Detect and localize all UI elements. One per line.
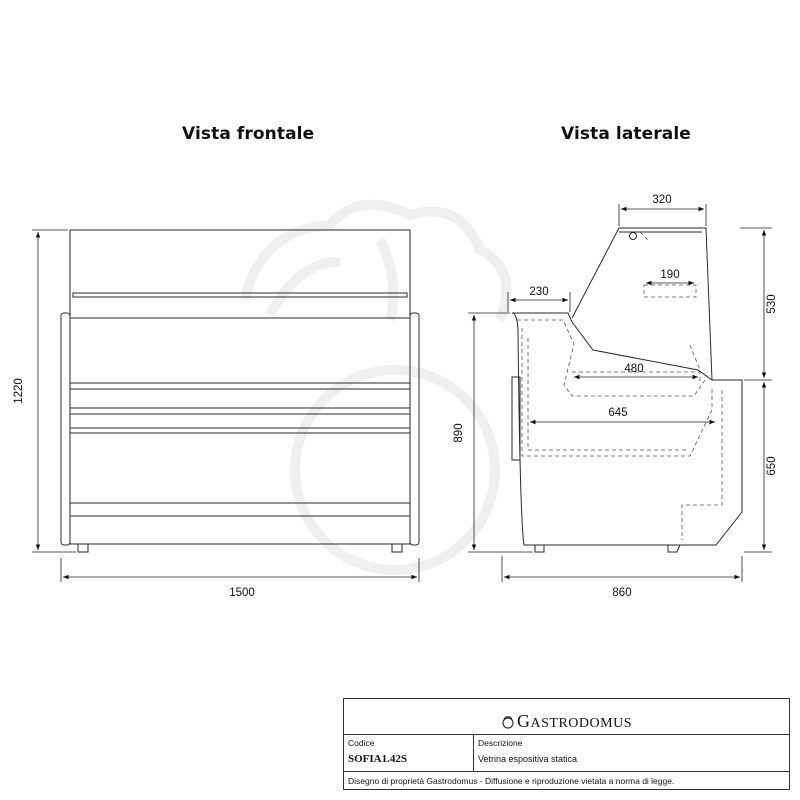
dim-shelf-depth: 190 xyxy=(660,269,680,281)
dim-front-width: 1500 xyxy=(229,587,255,599)
front-left-foot xyxy=(78,544,88,552)
code-label: Codice xyxy=(348,738,375,748)
dim-side-height: 890 xyxy=(453,423,465,443)
front-dimensions xyxy=(32,230,419,582)
dim-side-upper: 530 xyxy=(766,294,778,314)
side-view xyxy=(512,228,742,552)
side-light-fixture xyxy=(630,233,637,240)
chef-hat-icon xyxy=(501,715,515,729)
front-left-side-panel xyxy=(61,313,70,545)
watermark-logo xyxy=(245,205,507,570)
front-view xyxy=(61,230,419,552)
description-label: Descrizione xyxy=(478,738,523,748)
front-body xyxy=(70,389,410,544)
dim-side-depth: 860 xyxy=(612,587,632,599)
title-block xyxy=(343,698,790,790)
side-hidden-lines xyxy=(517,232,722,540)
side-rear-foot xyxy=(535,545,544,552)
dim-front-height: 1220 xyxy=(13,378,25,404)
dim-top-depth: 320 xyxy=(652,194,672,206)
front-view-title: Vista frontale xyxy=(182,124,315,144)
dim-mid-depth: 480 xyxy=(624,363,644,375)
logo-initial: G xyxy=(517,711,531,731)
front-top-shelf xyxy=(73,293,407,297)
dim-rear-depth: 230 xyxy=(529,286,549,298)
dim-base-depth: 645 xyxy=(608,407,628,419)
dim-side-lower: 650 xyxy=(766,456,778,476)
side-dimensions xyxy=(468,204,772,582)
title-block-description-cell xyxy=(474,735,790,771)
title-block-code-cell xyxy=(344,735,474,771)
side-glass-canopy xyxy=(572,228,712,380)
logo-rest: ASTRODOMUS xyxy=(530,716,632,731)
title-block-logo-row xyxy=(344,699,789,735)
description-value: Vetrina espositiva statica xyxy=(478,754,578,764)
side-view-title: Vista laterale xyxy=(561,124,691,144)
front-right-side-panel xyxy=(410,313,419,545)
side-body-outline xyxy=(512,313,742,545)
front-glass-canopy xyxy=(70,230,410,383)
front-right-foot xyxy=(392,544,402,552)
side-front-foot xyxy=(668,545,680,552)
code-value: SOFIA1.42S xyxy=(348,753,407,765)
title-block-footer: Disegno di proprietà Gastrodomus - Diffusione e riproduzione vietata a norma di legge. xyxy=(344,771,789,790)
gastrodomus-logo xyxy=(501,711,632,732)
